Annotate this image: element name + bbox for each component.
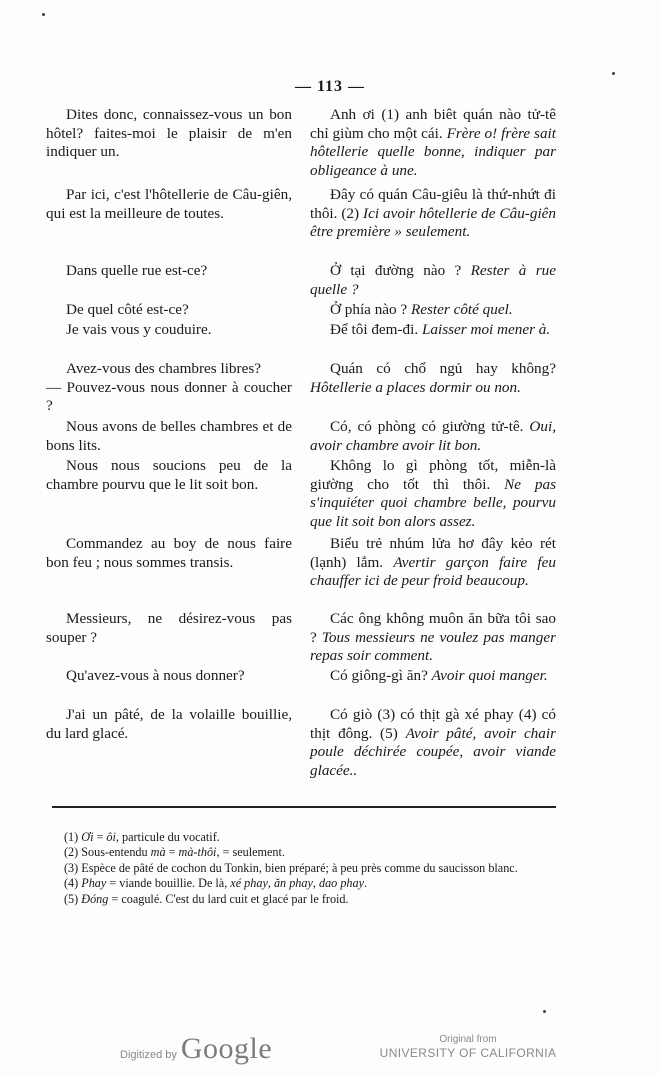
row-6-fr <box>46 360 292 416</box>
footnotes <box>52 830 562 907</box>
vn-text <box>310 106 556 180</box>
vn-plain: Có giò (3) có thịt gà xé phay (4) có thịt đông. (5) <box>310 706 556 742</box>
fn-part: dao phay <box>318 876 365 891</box>
fn-part: xé phay <box>230 876 268 891</box>
row-10-fr <box>46 610 292 647</box>
fn-part: (5) <box>64 891 82 906</box>
vn-literal: Tous messieurs ne voulez pas manger repas soir comment. <box>310 628 556 665</box>
vn-plain: Ở phía nào ? <box>330 301 411 318</box>
fn-part: mà <box>150 845 166 860</box>
original-from-label: Original from <box>439 1034 497 1045</box>
row-11-vn <box>310 667 556 686</box>
fn-part: , <box>312 876 319 891</box>
vn-text <box>310 457 556 531</box>
vn-text <box>310 360 556 397</box>
vn-literal: Hôtellerie a places dormir ou non. <box>310 378 521 396</box>
fn-part: , = seulement. <box>216 845 285 860</box>
vn-plain: Biểu trẻ nhúm lửa hơ đây kẻo rét (lạnh) lắm. <box>310 535 556 571</box>
fr-text: Dites donc, connaissez-vous un bon hôtel? faites-moi le plaisir de m'en indiquer un. <box>46 106 292 161</box>
fr-text: Par ici, c'est l'hôtellerie de Câu-giên, qui est la meilleure de toutes. <box>46 186 292 222</box>
vn-literal: Rester côté quel. <box>410 301 513 318</box>
fn-part: = <box>93 830 107 844</box>
footnote-4 <box>52 876 562 891</box>
vn-text <box>310 186 556 242</box>
fn-part: mà-thôi <box>178 845 217 860</box>
scan-speck <box>543 1010 546 1013</box>
row-2-fr <box>46 186 292 223</box>
fr-text: De quel côté est-ce? <box>66 301 189 318</box>
row-3-vn <box>310 262 556 299</box>
scan-speck <box>42 13 45 16</box>
fr-text: Nous nous soucions peu de la chambre pourvu que le lit soit bon. <box>46 457 292 493</box>
fn-part: = viande bouillie. De là, <box>106 876 231 891</box>
fr-text: Avez-vous des chambres libres? <box>66 360 261 377</box>
vn-text <box>310 535 556 591</box>
fr-text: J'ai un pâté, de la volaille bouillie, du lard glacé. <box>46 706 292 742</box>
vn-text <box>310 610 556 666</box>
row-1-fr <box>46 106 292 162</box>
fn-part: ôi <box>106 830 116 844</box>
digitized-by-google <box>120 1032 272 1066</box>
digitized-by-label: Digitized by <box>120 1049 177 1061</box>
row-5-vn <box>310 321 556 340</box>
vn-text <box>310 667 556 686</box>
row-8-fr <box>46 457 292 494</box>
row-2-vn <box>310 186 556 242</box>
fn-part: Ơi <box>81 830 94 844</box>
row-12-vn <box>310 706 556 780</box>
row-6-vn <box>310 360 556 397</box>
footnote-2 <box>52 845 562 860</box>
footnote-1 <box>52 830 562 845</box>
vn-literal: Avertir garçon faire feu chauffer ici de peur froid beaucoup. <box>310 553 556 590</box>
fn-part: Đóng <box>81 891 109 906</box>
vn-literal: Ici avoir hôtellerie de Câu-giên être première » seulement. <box>310 204 556 241</box>
vn-literal: Ne pas s'inquiéter quoi chambre belle, pourvu que lit soit bon alors assez. <box>310 475 556 530</box>
fn-part: ăn phay <box>273 876 313 891</box>
fr-text: Dans quelle rue est-ce? <box>66 262 208 279</box>
fr-text: Commandez au boy de nous faire bon feu ; nous sommes transis. <box>46 535 292 571</box>
vn-literal: Rester à rue quelle ? <box>310 262 556 298</box>
row-5-fr <box>46 321 292 340</box>
vn-plain: Có giông-gì ăn? <box>330 667 432 684</box>
row-1-vn <box>310 106 556 180</box>
vn-literal: Avoir pâté, avoir chair poule déchirée coupée, avoir viande glacée.. <box>310 724 557 779</box>
row-9-fr <box>46 535 292 572</box>
google-logo: Google <box>180 1032 273 1065</box>
row-12-fr <box>46 706 292 743</box>
fr-text: Nous avons de belles chambres et de bons lits. <box>46 418 292 454</box>
row-10-vn <box>310 610 556 666</box>
fr-text: Qu'avez-vous à nous donner? <box>66 667 245 684</box>
vn-plain: Đây có quán Câu-giêu là thứ-nhứt đi thôi. (2) <box>310 186 556 222</box>
vn-plain: Ở tại đường nào ? <box>330 262 471 279</box>
footnote-3 <box>52 861 562 876</box>
row-3-fr <box>46 262 292 281</box>
fn-part: (1) <box>64 830 82 844</box>
row-4-vn <box>310 301 556 320</box>
vn-text <box>310 418 556 455</box>
fn-part: = <box>165 845 179 860</box>
fn-part: (3) Espèce de pâté de cochon du Tonkin, bien préparé; à peu près comme du saucisson blanc. <box>64 860 518 875</box>
scan-speck <box>612 72 615 75</box>
fn-part: (4) <box>64 876 82 891</box>
vn-plain: Anh ơi (1) anh biêt quán nào tử-tê chỉ giùm cho một cái. <box>310 106 556 142</box>
vn-plain: Các ông không muôn ăn bữa tôi sao ? <box>310 610 556 646</box>
fr-text: — Pouvez-vous nous donner à coucher ? <box>46 378 292 415</box>
row-7-vn <box>310 418 556 455</box>
original-from <box>378 1034 558 1060</box>
vn-plain: Có, có phòng có giường tử-tê. <box>330 418 530 435</box>
vn-plain: Để tôi đem-đi. <box>330 321 422 338</box>
fn-part: , particule du vocatif. <box>115 830 220 844</box>
row-9-vn <box>310 535 556 591</box>
vn-text <box>310 262 556 299</box>
vn-literal: Avoir quoi manger. <box>431 667 548 684</box>
page-number: — 113 — <box>294 78 366 95</box>
vn-plain: Quán có chổ ngủ hay không? <box>330 360 556 377</box>
vn-plain: Không lo gì phòng tốt, miễn-là giường cho tốt thì thôi. <box>310 457 556 493</box>
vn-text <box>310 706 556 780</box>
fr-text: Je vais vous y couduire. <box>66 321 212 338</box>
vn-text <box>310 321 556 340</box>
footnote-5 <box>52 892 562 907</box>
fn-part: (2) Sous-entendu <box>64 845 151 860</box>
vn-text <box>310 301 556 320</box>
vn-literal: Frère o! frère sait hôtellerie quelle bonne, indiquer par obligeance à une. <box>310 124 556 179</box>
fn-part: . <box>364 876 368 891</box>
fr-text: Messieurs, ne désirez-vous pas souper ? <box>46 610 292 646</box>
vn-literal: Laisser moi mener à. <box>421 321 551 338</box>
university-label: UNIVERSITY OF CALIFORNIA <box>379 1046 557 1060</box>
row-11-fr <box>46 667 292 686</box>
row-4-fr <box>46 301 292 320</box>
fn-part: , <box>267 876 274 891</box>
fn-part: = coagulé. C'est du lard cuit et glacé par le froid. <box>108 891 349 906</box>
fn-part: Phay <box>81 876 107 891</box>
footnote-rule <box>52 806 556 808</box>
vn-literal: Oui, avoir chambre avoir lit bon. <box>310 418 556 454</box>
row-7-fr <box>46 418 292 455</box>
row-8-vn <box>310 457 556 531</box>
